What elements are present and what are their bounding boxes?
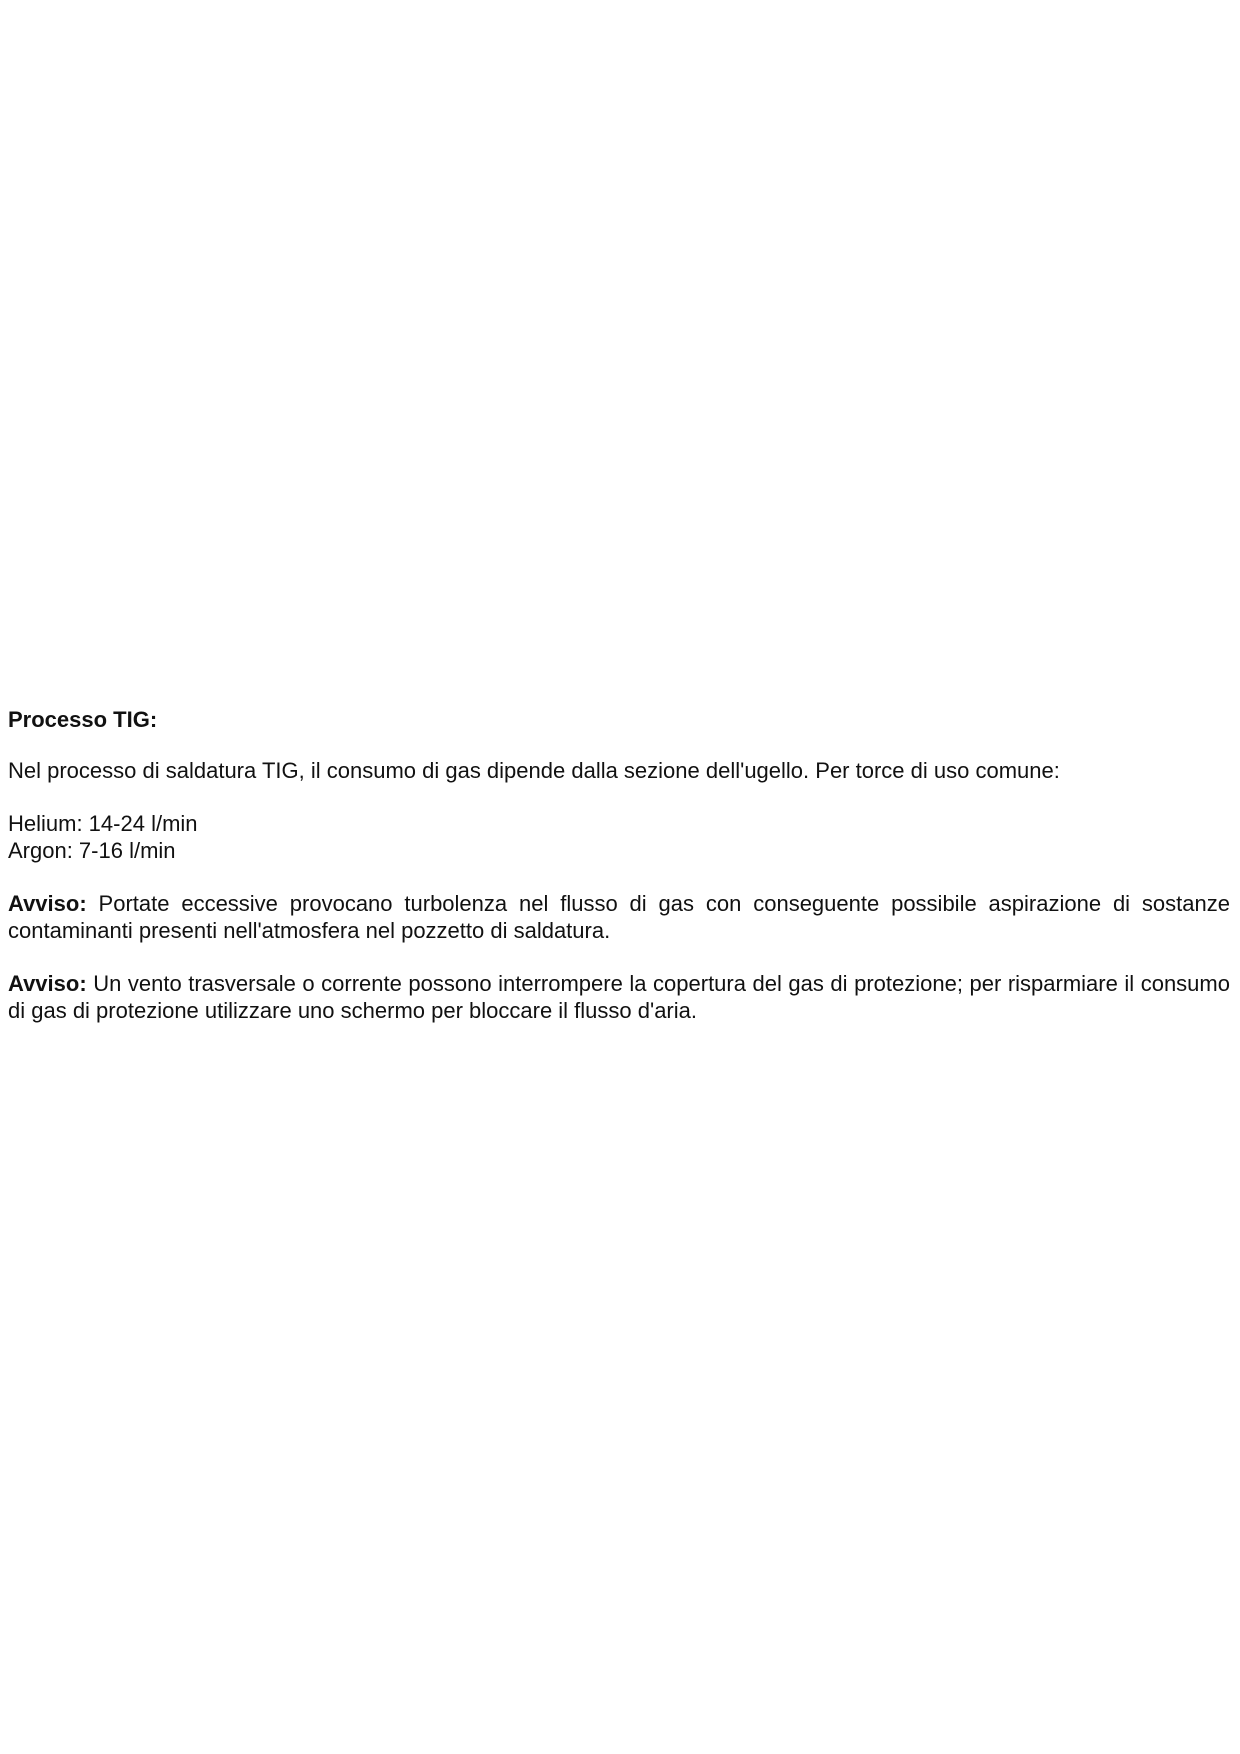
gas-rate-helium: Helium: 14-24 l/min [8,811,198,836]
gas-rate-list [8,810,1230,864]
intro-paragraph: Nel processo di saldatura TIG, il consumo di gas dipende dalla sezione dell'ugello. Per torce di uso comune: [8,758,1060,783]
section-heading: Processo TIG: [8,707,158,732]
notice-text: Un vento trasversale o corrente possono interrompere la copertura del gas di protezione; per risparmiare il consumo di gas di protezione utilizzare uno schermo per bloccare il flusso d'aria. [8,971,1230,1023]
document-body [8,706,1230,1050]
notice-label: Avviso: [8,971,87,996]
notice-paragraph [8,890,1230,944]
notice-label: Avviso: [8,891,87,916]
gas-rate-argon: Argon: 7-16 l/min [8,838,176,863]
notice-paragraph [8,970,1230,1024]
notice-text: Portate eccessive provocano turbolenza nel flusso di gas con conseguente possibile aspirazione di sostanze contaminanti presenti nell'atmosfera nel pozzetto di saldatura. [8,891,1230,943]
